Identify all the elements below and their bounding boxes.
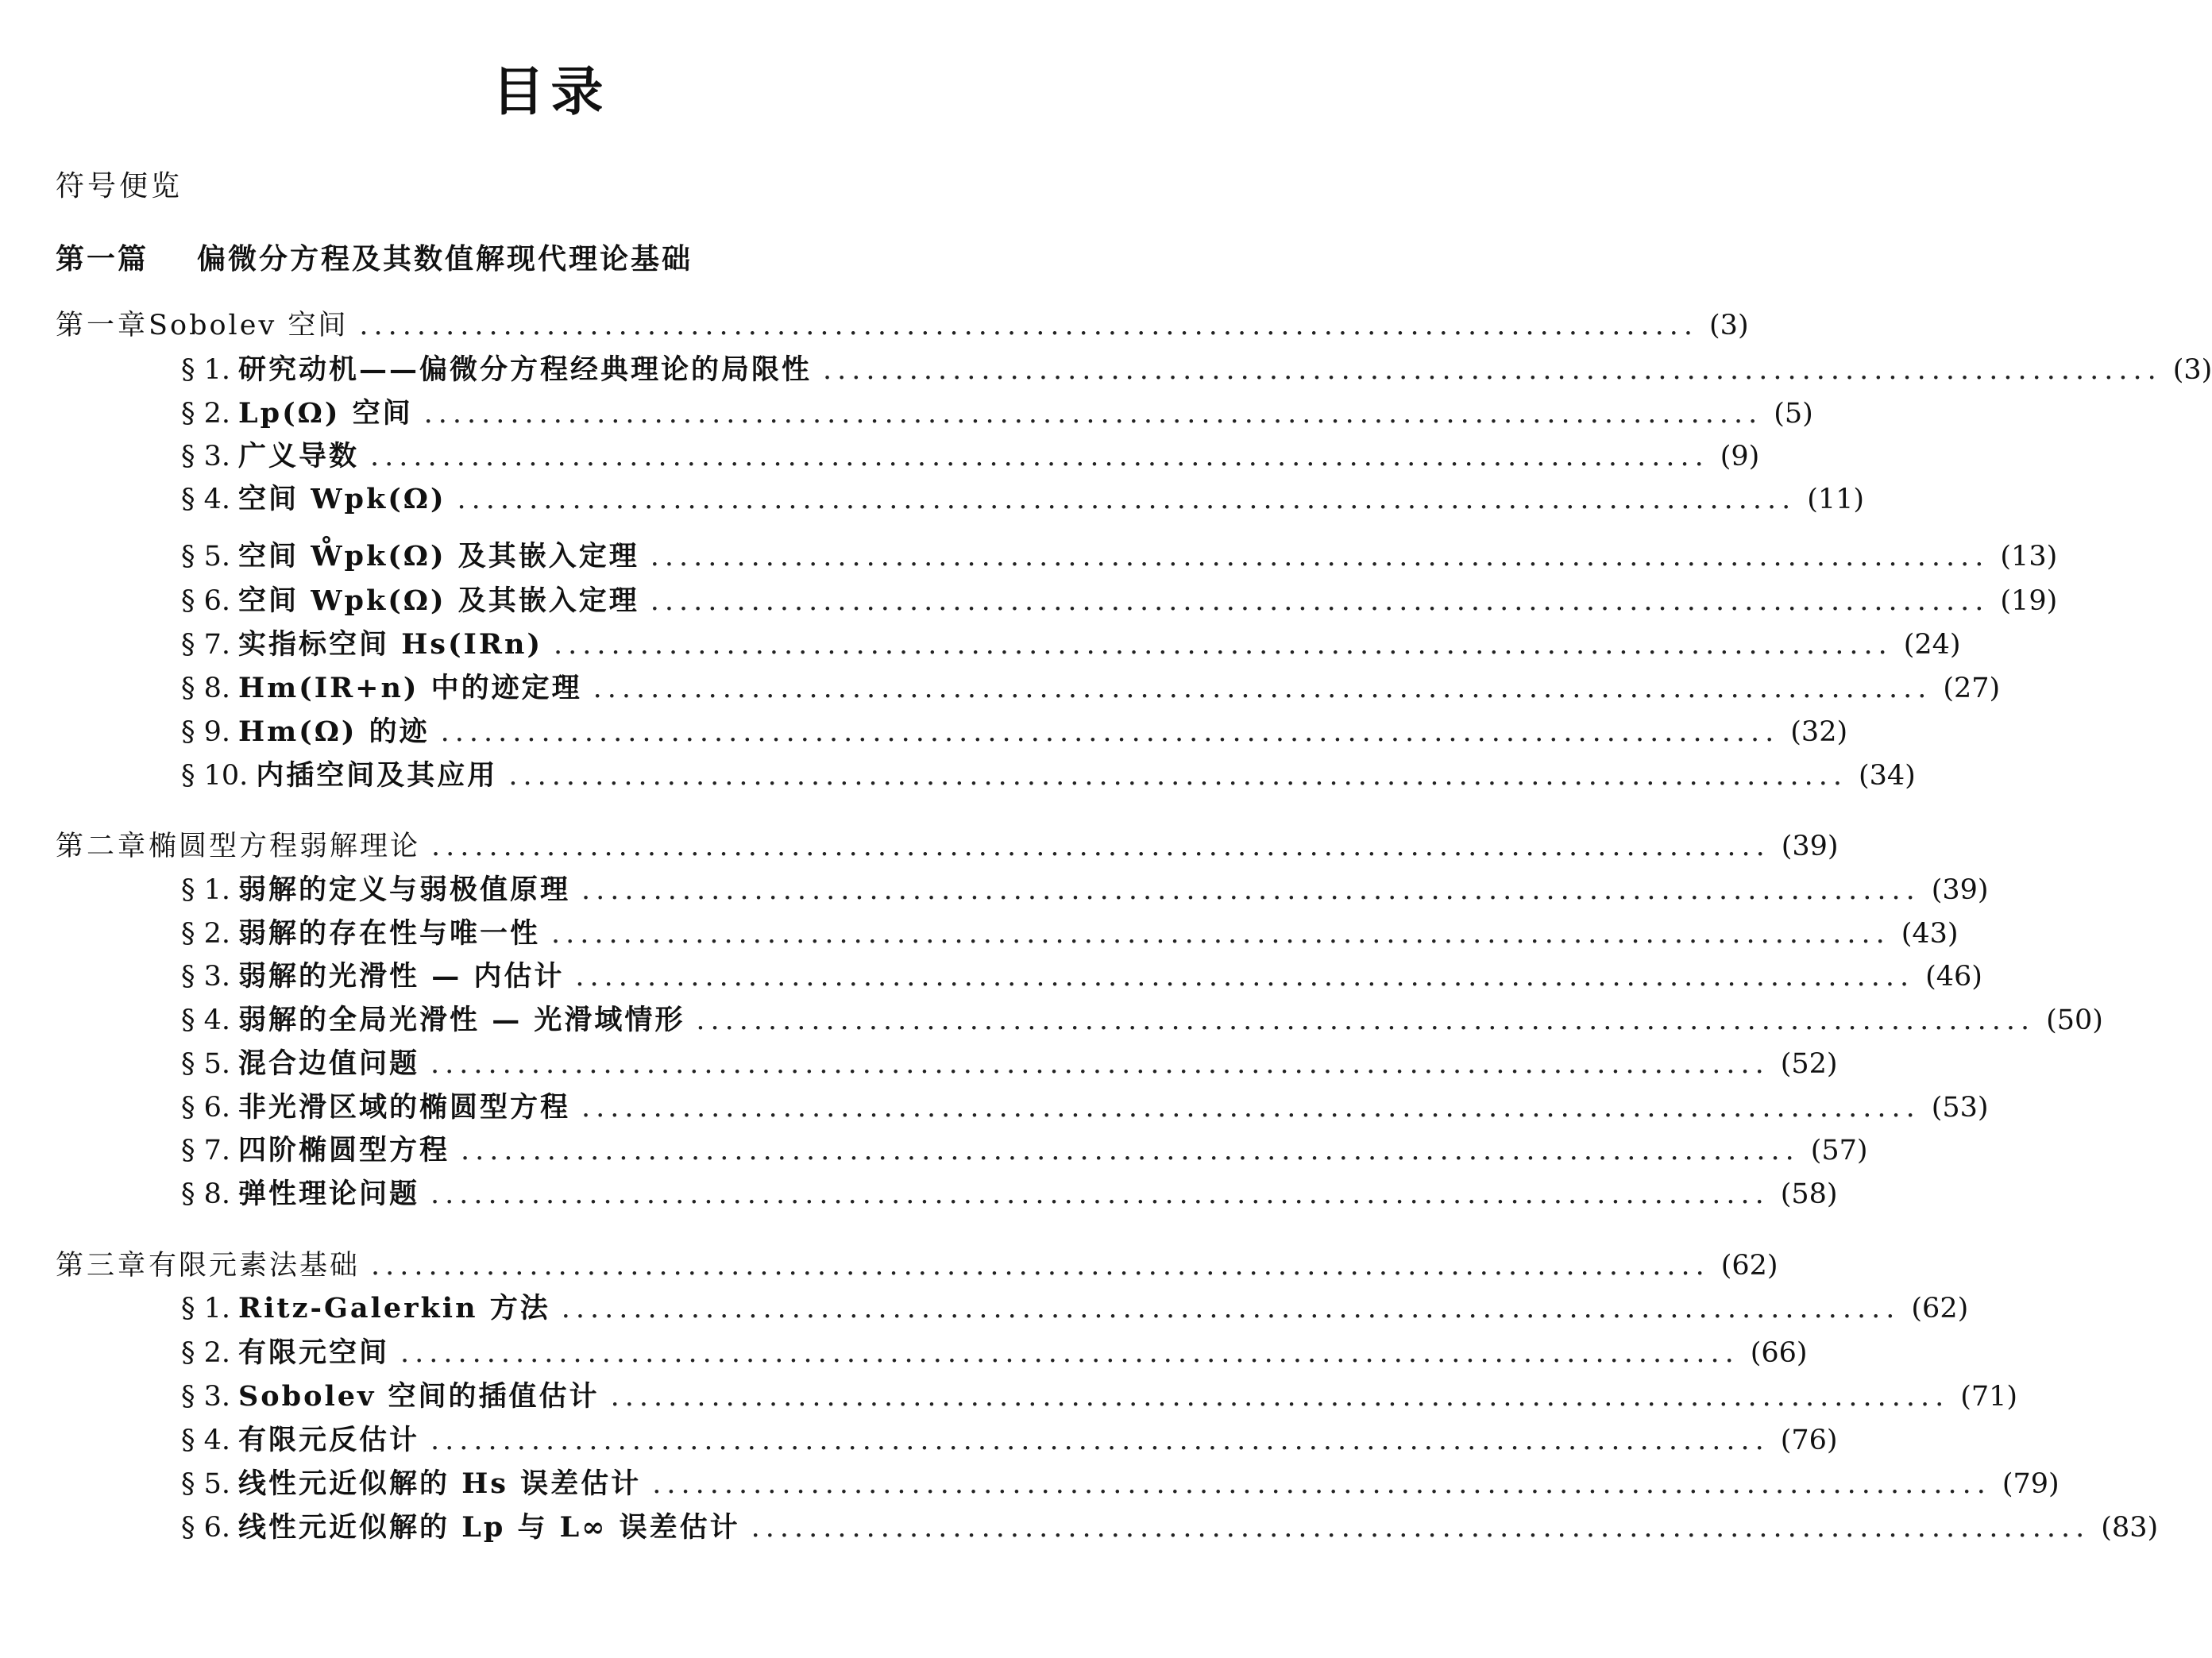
- section-title: 弱解的定义与弱极值原理: [238, 873, 571, 906]
- page-number: (19): [2000, 585, 2058, 617]
- section-row: [181, 757, 1916, 795]
- page-number: (13): [2000, 541, 2058, 573]
- section-title: Ritz-Galerkin 方法: [238, 1292, 550, 1324]
- section-row: [181, 1509, 2159, 1547]
- dot-leader: .............................................................................................: [650, 541, 1990, 573]
- page-number: (39): [1781, 831, 1839, 862]
- section-title: 混合边值问题: [238, 1047, 420, 1080]
- page-number: (3): [2172, 354, 2212, 386]
- section-row: [181, 1001, 2103, 1039]
- page-number: (83): [2101, 1512, 2159, 1544]
- section-number: § 3.: [181, 961, 231, 993]
- page-number: (9): [1720, 441, 1760, 472]
- section-number: § 8.: [181, 673, 231, 704]
- section-number: § 8.: [181, 1178, 231, 1210]
- page-number: (39): [1931, 874, 1989, 906]
- dot-leader: .............................................................................................: [430, 1048, 1770, 1080]
- page-number: (43): [1901, 918, 1959, 950]
- section-row: [181, 1378, 2018, 1416]
- section-title: 研究动机——偏微分方程经典理论的局限性: [238, 353, 813, 386]
- section-row: [181, 626, 1961, 664]
- dot-leader: .............................................................................................: [610, 1381, 1950, 1413]
- section-row: [181, 1045, 1838, 1083]
- part-heading: [56, 237, 693, 277]
- chapter-title: 有限元素法基础: [149, 1250, 361, 1282]
- section-row: [181, 351, 2212, 389]
- dot-leader: .............................................................................................: [650, 585, 1990, 617]
- section-row: [181, 1132, 1868, 1170]
- chapter-row: [56, 1247, 1778, 1285]
- chapter-label: 第二章: [56, 831, 149, 862]
- part-title: 偏微分方程及其数值解现代理论基础: [197, 243, 693, 276]
- section-title: 空间 Wpk(Ω) 及其嵌入定理: [238, 584, 639, 617]
- chapter-title: 椭圆型方程弱解理论: [149, 831, 421, 862]
- page-number: (32): [1790, 716, 1848, 748]
- chapter-row: [56, 827, 1839, 866]
- dot-leader: .............................................................................................: [431, 831, 1770, 862]
- section-row: [181, 1465, 2060, 1503]
- dot-leader: .............................................................................................: [423, 398, 1763, 430]
- page-number: (66): [1750, 1337, 1808, 1369]
- section-title: 空间 Wpk(Ω): [238, 483, 446, 515]
- dot-leader: .............................................................................................: [457, 484, 1797, 515]
- chapter-title: Sobolev 空间: [149, 310, 349, 341]
- section-title: 内插空间及其应用: [256, 759, 498, 792]
- section-number: § 4.: [181, 1004, 231, 1036]
- section-row: [181, 1089, 1989, 1127]
- page-number: (3): [1709, 310, 1749, 341]
- chapter-row: [56, 307, 1749, 345]
- section-row: [181, 1334, 1808, 1372]
- dot-leader: .............................................................................................: [430, 1178, 1770, 1210]
- section-number: § 2.: [181, 398, 231, 430]
- chapter-label: 第一章: [56, 310, 149, 341]
- page-number: (76): [1780, 1425, 1838, 1456]
- section-title: Lp(Ω) 空间: [238, 397, 413, 430]
- dot-leader: .............................................................................................: [400, 1337, 1739, 1369]
- section-title: 线性元近似解的 Hs 误差估计: [238, 1467, 642, 1500]
- section-number: § 1.: [181, 874, 231, 906]
- section-number: § 4.: [181, 484, 231, 515]
- section-number: § 5.: [181, 1468, 231, 1500]
- section-title: 实指标空间 Hs(IRn): [238, 628, 543, 661]
- section-number: § 6.: [181, 1512, 231, 1544]
- page-number: (52): [1780, 1048, 1838, 1080]
- page-number: (79): [2002, 1468, 2060, 1500]
- page-number: (24): [1903, 629, 1961, 661]
- dot-leader: .............................................................................................: [370, 441, 1709, 472]
- section-title: 线性元近似解的 Lp 与 L∞ 误差估计: [238, 1511, 740, 1544]
- section-title: 弱解的存在性与唯一性: [238, 917, 541, 950]
- section-title: 四阶椭圆型方程: [238, 1134, 450, 1166]
- dot-leader: .............................................................................................: [551, 918, 1890, 950]
- section-row: [181, 438, 1760, 476]
- section-row: [181, 582, 2058, 620]
- page-number: (11): [1807, 484, 1865, 515]
- page-number: (62): [1720, 1250, 1778, 1282]
- section-row: [181, 395, 1813, 433]
- dot-leader: .............................................................................................: [823, 354, 2162, 386]
- section-row: [181, 713, 1848, 751]
- section-row: [181, 538, 2058, 576]
- section-title: 弱解的光滑性 — 内估计: [238, 960, 565, 993]
- section-title: 非光滑区域的椭圆型方程: [238, 1091, 571, 1124]
- page-number: (46): [1925, 961, 1982, 993]
- section-number: § 9.: [181, 716, 231, 748]
- section-title: 有限元空间: [238, 1336, 390, 1369]
- page-number: (50): [2046, 1004, 2103, 1036]
- section-title: Sobolev 空间的插值估计: [238, 1380, 600, 1413]
- part-label: 第一篇: [56, 243, 149, 276]
- dot-leader: .............................................................................................: [561, 1293, 1901, 1324]
- dot-leader: .............................................................................................: [554, 629, 1893, 661]
- section-row: [181, 1175, 1838, 1213]
- dot-leader: .............................................................................................: [508, 760, 1847, 792]
- page-number: (5): [1774, 398, 1813, 430]
- section-title: 空间 W̊pk(Ω) 及其嵌入定理: [238, 540, 639, 573]
- page-number: (27): [1943, 673, 2001, 704]
- section-row: [181, 915, 1959, 953]
- dot-leader: .............................................................................................: [593, 673, 1932, 704]
- page-number: (58): [1780, 1178, 1838, 1210]
- symbols-entry: 符号便览: [56, 170, 183, 202]
- section-row: [181, 1290, 1969, 1328]
- section-title: 有限元反估计: [238, 1424, 420, 1456]
- dot-leader: .............................................................................................: [581, 1092, 1921, 1124]
- section-title: 弹性理论问题: [238, 1178, 420, 1210]
- dot-leader: .............................................................................................: [751, 1512, 2090, 1544]
- section-number: § 3.: [181, 1381, 231, 1413]
- section-number: § 2.: [181, 1337, 231, 1369]
- section-number: § 4.: [181, 1425, 231, 1456]
- section-number: § 5.: [181, 541, 231, 573]
- section-title: 弱解的全局光滑性 — 光滑域情形: [238, 1004, 685, 1036]
- page-number: (34): [1858, 760, 1916, 792]
- section-number: § 10.: [181, 760, 249, 792]
- section-row: [181, 1421, 1838, 1459]
- section-number: § 1.: [181, 354, 231, 386]
- dot-leader: .............................................................................................: [581, 874, 1921, 906]
- section-number: § 1.: [181, 1293, 231, 1324]
- section-row: [181, 871, 1989, 909]
- section-row: [181, 958, 1982, 996]
- section-number: § 2.: [181, 918, 231, 950]
- section-title: Hm(Ω) 的迹: [238, 715, 430, 748]
- page-title: 目录: [492, 61, 610, 122]
- dot-leader: .............................................................................................: [371, 1250, 1710, 1282]
- page-number: (57): [1810, 1135, 1868, 1166]
- section-number: § 7.: [181, 1135, 231, 1166]
- section-number: § 3.: [181, 441, 231, 472]
- section-title: Hm(IR+n) 中的迹定理: [238, 672, 582, 704]
- section-row: [181, 480, 1865, 519]
- dot-leader: .............................................................................................: [696, 1004, 2036, 1036]
- dot-leader: .............................................................................................: [461, 1135, 1800, 1166]
- dot-leader: .............................................................................................: [430, 1425, 1770, 1456]
- chapter-label: 第三章: [56, 1250, 149, 1282]
- page-number: (53): [1931, 1092, 1989, 1124]
- section-title: 广义导数: [238, 440, 360, 472]
- dot-leader: .............................................................................................: [575, 961, 1915, 993]
- section-number: § 6.: [181, 585, 231, 617]
- page-number: (71): [1960, 1381, 2018, 1413]
- dot-leader: .............................................................................................: [652, 1468, 1991, 1500]
- page-number: (62): [1911, 1293, 1969, 1324]
- section-row: [181, 669, 2001, 708]
- section-number: § 5.: [181, 1048, 231, 1080]
- section-number: § 6.: [181, 1092, 231, 1124]
- dot-leader: .............................................................................................: [440, 716, 1780, 748]
- section-number: § 7.: [181, 629, 231, 661]
- dot-leader: .............................................................................................: [359, 310, 1699, 341]
